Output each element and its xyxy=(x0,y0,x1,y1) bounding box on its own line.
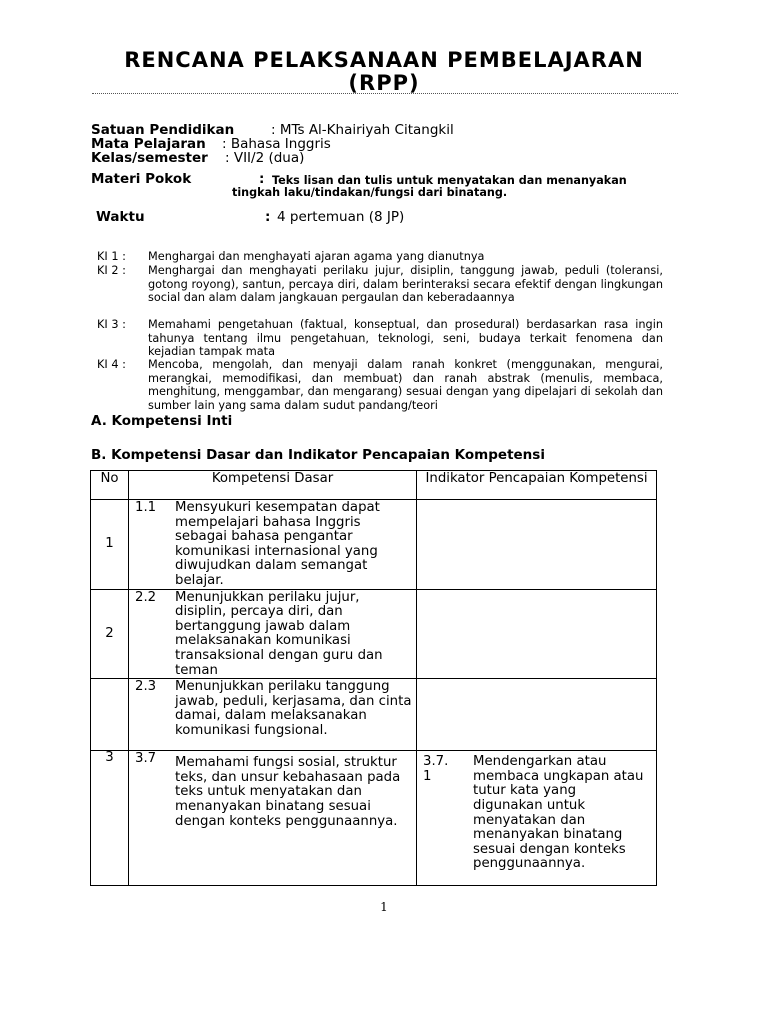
ki2-code: KI 2 : xyxy=(97,264,126,277)
kd-number: 1.1 xyxy=(135,500,157,515)
indikator-cell xyxy=(417,679,657,751)
kd-cell xyxy=(129,751,417,886)
satuan-value: : MTs Al-Khairiyah Citangkil xyxy=(271,122,454,138)
kd-number: 3.7 xyxy=(135,751,157,767)
indikator-number: 3.7. 1 xyxy=(423,754,449,784)
materi-value-line2: tingkah laku/tindakan/fungsi dari binatang. xyxy=(232,186,508,199)
table-row xyxy=(91,751,657,886)
kd-number: 2.2 xyxy=(135,589,157,605)
row-no: 2 xyxy=(91,589,129,679)
title-divider xyxy=(92,93,678,94)
ki4-text: Mencoba, mengolah, dan menyaji dalam ranah konkret (menggunakan, mengurai, merangkai, memodifikasi, dan membuat) dan ranah abstrak (menulis, membaca, menghitung, menggambar, dan mengarang) sesuai dengan yang dipelajari di sekolah dan sumber lain yang sama dalam sudut pandang/teori xyxy=(148,358,663,412)
kd-text: Menunjukkan perilaku tanggung jawab, peduli, kerjasama, dan cinta damai, dalam melaksanakan komunikasi fungsional. xyxy=(175,679,412,738)
ki2-text: Menghargai dan menghayati perilaku jujur, disiplin, tanggung jawab, peduli (toleransi, gotong royong), santun, percaya diri, dalam berinteraksi secara efektif dengan lingkungan social dan alam dalam jangkauan pergaulan dan keberadaannya xyxy=(148,264,663,305)
header-kd: Kompetensi Dasar xyxy=(129,471,417,500)
table-row xyxy=(91,500,657,590)
section-a-heading: A. Kompetensi Inti xyxy=(91,413,233,429)
kd-cell xyxy=(129,500,417,590)
ki1-code: KI 1 : xyxy=(97,250,126,263)
doc-title-line2: (RPP) xyxy=(348,71,420,95)
kelas-label: Kelas/semester xyxy=(91,150,208,166)
materi-label: Materi Pokok xyxy=(91,171,192,187)
row-no: 1 xyxy=(91,500,129,590)
kompetensi-table xyxy=(90,470,657,886)
mapel-label: Mata Pelajaran xyxy=(91,136,206,152)
mapel-value: : Bahasa Inggris xyxy=(222,136,331,152)
page-number: 1 xyxy=(380,900,388,914)
section-b-heading: B. Kompetensi Dasar dan Indikator Pencapaian Kompetensi xyxy=(91,447,545,463)
kd-text: Menunjukkan perilaku jujur, disiplin, percaya diri, dan bertanggung jawab dalam melaksanakan komunikasi transaksional dengan guru dan teman xyxy=(175,589,383,678)
materi-value-line1: Teks lisan dan tulis untuk menyatakan dan menanyakan xyxy=(272,174,627,187)
row-no: 3 xyxy=(91,751,129,886)
indikator-cell xyxy=(417,500,657,590)
materi-colon: : xyxy=(259,171,265,187)
table-row xyxy=(91,589,657,679)
doc-title-line1: RENCANA PELAKSANAAN PEMBELAJARAN xyxy=(124,48,644,72)
kd-text: Mensyukuri kesempatan dapat mempelajari bahasa Inggris sebagai bahasa pengantar komunikasi internasional yang diwujudkan dalam semangat belajar. xyxy=(175,500,380,588)
ki3-text: Memahami pengetahuan (faktual, konseptual, dan prosedural) berdasarkan rasa ingin tahunya tentang ilmu pengetahuan, teknologi, seni, budaya terkait fenomena dan kejadian tampak mata xyxy=(148,318,663,359)
satuan-label: Satuan Pendidikan xyxy=(91,122,235,138)
waktu-value: 4 pertemuan (8 JP) xyxy=(277,209,405,225)
ki1-text: Menghargai dan menghayati ajaran agama yang dianutnya xyxy=(148,250,485,263)
row-no xyxy=(91,679,129,751)
kelas-value: : VII/2 (dua) xyxy=(225,150,305,166)
kd-cell xyxy=(129,679,417,751)
table-row xyxy=(91,679,657,751)
kd-cell xyxy=(129,589,417,679)
kd-text: Memahami fungsi sosial, struktur teks, dan unsur kebahasaan pada teks untuk menyatakan dan menanyakan binatang sesuai dengan konteks penggunaannya. xyxy=(175,755,401,829)
table-header-row xyxy=(91,471,657,500)
waktu-colon: : xyxy=(265,209,271,225)
header-indikator: Indikator Pencapaian Kompetensi xyxy=(417,471,657,500)
ki4-code: KI 4 : xyxy=(97,358,126,371)
waktu-label: Waktu xyxy=(96,209,145,225)
kd-number: 2.3 xyxy=(135,679,157,695)
header-no: No xyxy=(91,471,129,500)
indikator-text: Mendengarkan atau membaca ungkapan atau tutur kata yang digunakan untuk menyatakan dan menanyakan binatang sesuai dengan konteks penggunaannya. xyxy=(473,754,644,872)
ki3-code: KI 3 : xyxy=(97,318,126,331)
indikator-cell xyxy=(417,589,657,679)
indikator-cell xyxy=(417,751,657,886)
